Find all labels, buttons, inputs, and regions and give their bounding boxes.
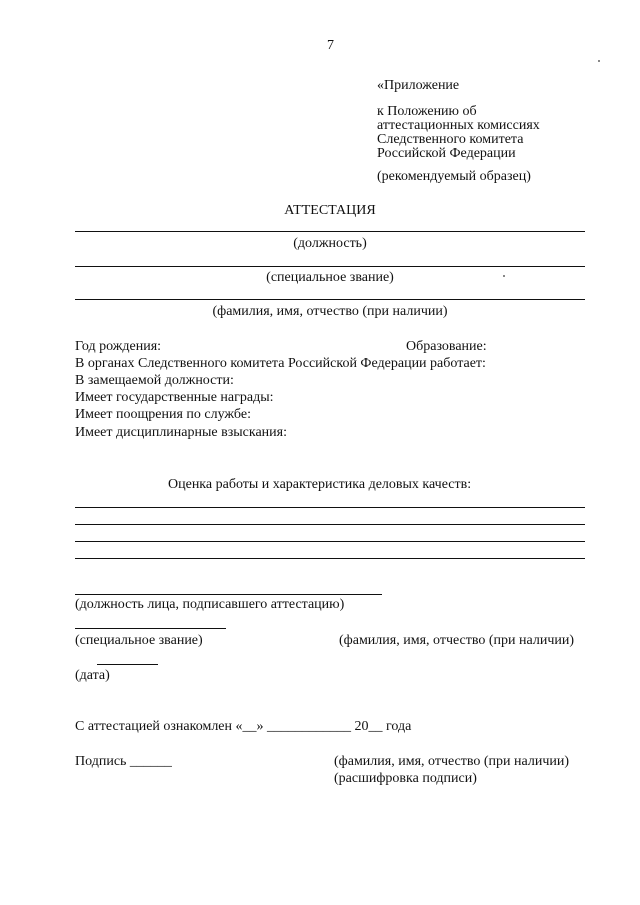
appendix-line: Российской Федерации xyxy=(377,146,516,161)
disciplinary-label: Имеет дисциплинарные взыскания: xyxy=(75,425,287,440)
signer-rank-caption: (специальное звание) xyxy=(75,633,203,648)
scan-speck xyxy=(503,275,505,277)
appendix-title: «Приложение xyxy=(377,78,460,93)
evaluation-line xyxy=(75,541,585,542)
appendix-line: аттестационных комиссиях xyxy=(377,118,540,133)
appendix-line: Следственного комитета xyxy=(377,132,524,147)
evaluation-line xyxy=(75,524,585,525)
signer-position-line xyxy=(75,594,382,595)
signer-date-caption: (дата) xyxy=(75,668,110,683)
current-position-label: В замещаемой должности: xyxy=(75,373,234,388)
state-awards-label: Имеет государственные награды: xyxy=(75,390,274,405)
position-caption: (должность) xyxy=(293,236,367,251)
evaluation-line xyxy=(75,558,585,559)
signature-label: Подпись ______ xyxy=(75,754,172,769)
rank-caption: (специальное звание) xyxy=(266,270,394,285)
ack-name-caption: (фамилия, имя, отчество (при наличии) xyxy=(334,754,570,769)
rank-fill-line xyxy=(75,266,585,267)
position-fill-line xyxy=(75,231,585,232)
birth-year-label: Год рождения: xyxy=(75,339,162,354)
document-title: АТТЕСТАЦИЯ xyxy=(284,203,376,218)
education-label: Образование: xyxy=(406,339,487,354)
scan-speck xyxy=(598,60,600,62)
incentives-label: Имеет поощрения по службе: xyxy=(75,407,251,422)
name-fill-line xyxy=(75,299,585,300)
signature-decoding-caption: (расшифровка подписи) xyxy=(334,771,477,786)
evaluation-heading: Оценка работы и характеристика деловых качеств: xyxy=(168,477,472,492)
works-in-label: В органах Следственного комитета Российской Федерации работает: xyxy=(75,356,486,371)
signer-position-caption: (должность лица, подписавшего аттестацию) xyxy=(75,597,345,612)
signer-date-line xyxy=(97,664,158,665)
acknowledgement-text: С аттестацией ознакомлен «__» ____________ 20__ года xyxy=(75,719,412,734)
signer-rank-line xyxy=(75,628,226,629)
name-caption: (фамилия, имя, отчество (при наличии) xyxy=(212,304,448,319)
sample-note: (рекомендуемый образец) xyxy=(377,169,531,184)
signer-name-caption: (фамилия, имя, отчество (при наличии) xyxy=(339,633,575,648)
appendix-line: к Положению об xyxy=(377,104,477,119)
evaluation-line xyxy=(75,507,585,508)
page-number: 7 xyxy=(327,38,334,53)
